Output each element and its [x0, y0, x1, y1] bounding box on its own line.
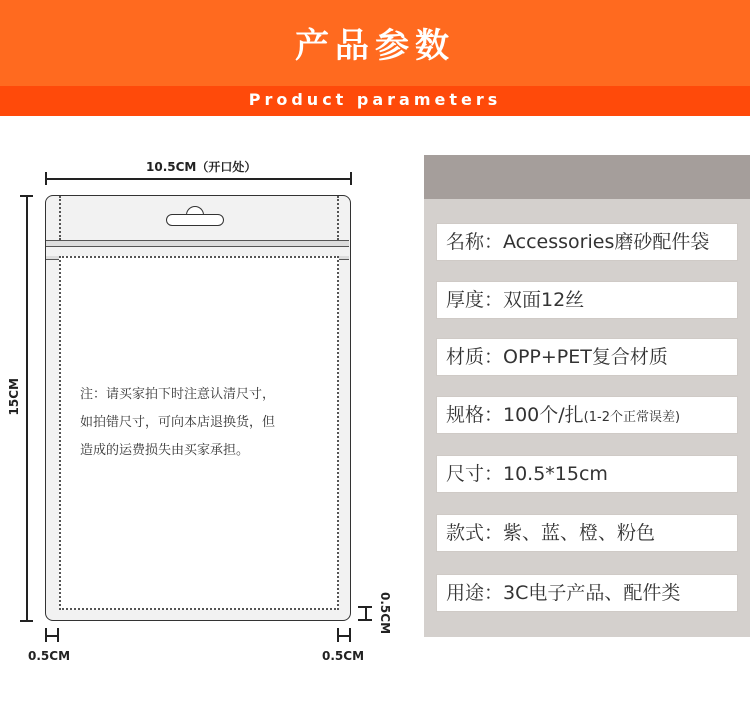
note-line: 造成的运费损失由买家承担。	[80, 443, 250, 458]
height-dimension-line	[26, 195, 28, 621]
page-subtitle: Product parameters	[248, 90, 502, 109]
spec-row-name	[436, 223, 738, 261]
left-margin-bar	[45, 635, 58, 637]
spec-text: 尺寸：10.5*15cm	[446, 463, 608, 485]
size-note	[80, 381, 330, 465]
right-margin-label: 0.5CM	[322, 649, 365, 663]
bottom-margin-bar	[365, 606, 367, 620]
bottom-margin-label: 0.5CM	[378, 592, 392, 635]
width-label: 10.5CM（开口处）	[146, 160, 257, 174]
width-dimension-line	[45, 178, 351, 180]
spec-text: 名称：Accessories磨砂配件袋	[446, 231, 710, 253]
spec-text: 材质：OPP+PET复合材质	[446, 346, 668, 368]
spec-row-usage	[436, 574, 738, 612]
left-margin-label: 0.5CM	[28, 649, 71, 663]
height-label: 15CM	[7, 378, 21, 416]
bag-outline	[45, 195, 351, 621]
spec-text: 款式：紫、蓝、橙、粉色	[446, 522, 656, 544]
note-line: 如拍错尺寸，可向本店退换货，但	[80, 415, 276, 430]
spec-text: 用途：3C电子产品、配件类	[446, 582, 681, 604]
note-line: 注：请买家拍下时注意认清尺寸，	[80, 387, 276, 402]
spec-text: 规格：100个/扎	[446, 404, 584, 426]
spec-small-text: (1-2个正常误差)	[583, 410, 681, 425]
height-tick-bottom	[20, 620, 33, 622]
spec-row-spec	[436, 396, 738, 434]
right-margin-bar	[337, 635, 350, 637]
spec-row-thickness	[436, 281, 738, 319]
spec-row-material	[436, 338, 738, 376]
hang-hole	[166, 214, 224, 226]
zipper-line	[46, 240, 349, 247]
height-tick-top	[20, 195, 33, 197]
page-title: 产品参数	[295, 26, 455, 66]
spec-row-size	[436, 455, 738, 493]
width-tick-left	[45, 172, 47, 185]
spec-panel-header	[424, 155, 750, 199]
spec-text: 厚度：双面12丝	[446, 289, 585, 311]
width-tick-right	[350, 172, 352, 185]
spec-row-style	[436, 514, 738, 552]
